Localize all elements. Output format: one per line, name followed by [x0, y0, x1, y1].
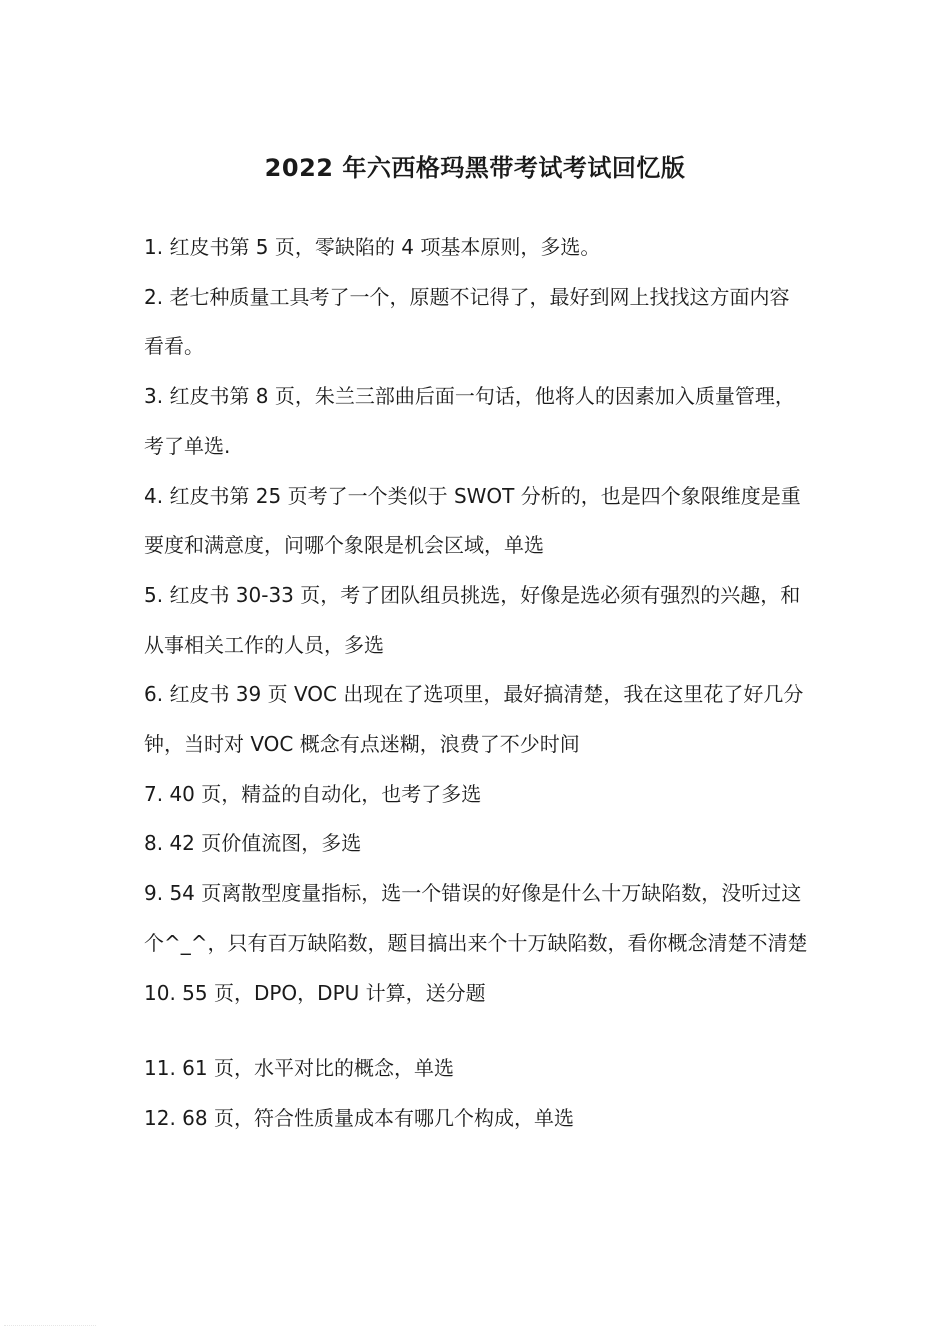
footer-divider [4, 1325, 96, 1330]
list-item: 11. 61 页，水平对比的概念，单选 [144, 1056, 454, 1081]
list-item: 5. 红皮书 30-33 页，考了团队组员挑选，好像是选必须有强烈的兴趣，和从事相关工作的人员，多选 [144, 582, 801, 657]
question-list [144, 223, 809, 1144]
list-item: 9. 54 页离散型度量指标，选一个错误的好像是什么十万缺陷数，没听过这个^_^，只有百万缺陷数，题目搞出来个十万缺陷数，看你概念清楚不清楚 [144, 881, 808, 955]
list-item: 1. 红皮书第 5 页，零缺陷的 4 项基本原则，多选。 [144, 235, 601, 259]
list-item: 4. 红皮书第 25 页考了一个类似于 SWOT 分析的，也是四个象限维度是重要度和满意度，问哪个象限是机会区域，单选 [144, 483, 801, 558]
list-item: 2. 老七种质量工具考了一个，原题不记得了，最好到网上找找这方面内容看看。 [144, 284, 790, 359]
list-item: 8. 42 页价值流图，多选 [144, 831, 362, 856]
list-item: 7. 40 页，精益的自动化，也考了多选 [144, 781, 482, 806]
document-title: 2022 年六西格玛黑带考试考试回忆版 [264, 154, 686, 182]
list-item: 6. 红皮书 39 页 VOC 出现在了选项里，最好搞清楚，我在这里花了好几分钟，当时对 VOC 概念有点迷糊，浪费了不少时间 [144, 682, 804, 757]
list-item: 12. 68 页，符合性质量成本有哪几个构成，单选 [144, 1105, 574, 1130]
list-item: 3. 红皮书第 8 页，朱兰三部曲后面一句话，他将人的因素加入质量管理，考了单选. [144, 384, 795, 458]
list-item: 10. 55 页，DPO，DPU 计算，送分题 [144, 980, 486, 1005]
